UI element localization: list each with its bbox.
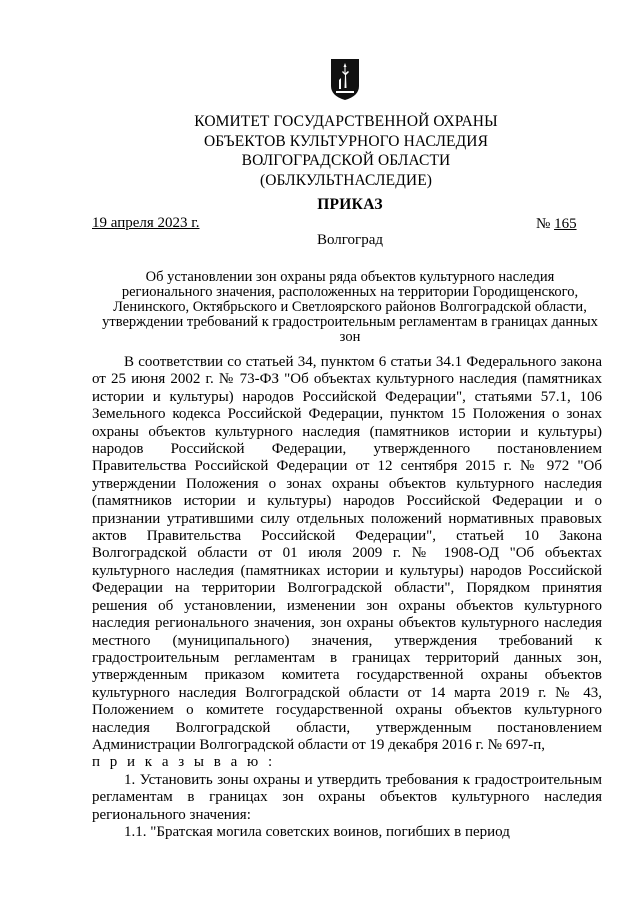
coat-of-arms-icon [330, 58, 360, 101]
order-number [536, 216, 577, 233]
order-subject: Об установлении зон охраны ряда объектов культурного наследия регионального значения, расположенных на территории Городищенского, Ленинского, Октябрьского и Светлоярского районов Волгоградской области, утверждении требований к градостроительным регламентам в границах данных зон [102, 269, 598, 345]
org-line: КОМИТЕТ ГОСУДАРСТВЕННОЙ ОХРАНЫ [194, 113, 498, 130]
org-line: ОБЪЕКТОВ КУЛЬТУРНОГО НАСЛЕДИЯ [203, 132, 489, 150]
organization-name [160, 112, 532, 190]
document-body [92, 354, 602, 841]
item-1-paragraph: 1. Установить зоны охраны и утвердить требования к градостроительным регламентам в границах зон охраны объектов культурного наследия регионального значения: [92, 771, 602, 823]
item-1-1-paragraph: 1.1. "Братская могила советских воинов, погибших в период [124, 823, 510, 840]
preamble-paragraph: В соответствии со статьей 34, пунктом 6 статьи 34.1 Федерального закона от 25 июня 2002 г. № 73-ФЗ "Об объектах культурного наследия (памятниках истории и культуры) народов Российской Федерации", статьями 57.1, 106 Земельного кодекса Российской Федерации, пунктом 15 Положения о зонах охраны объектов культурного наследия (памятников истории и культуры) народов Российской Федерации, утвержденного постановлением Правительства Российской Федерации от 12 сентября 2015 г. № 972 "Об утверждении Положения о зонах охраны объектов культурного наследия (памятников истории и культуры) народов Российской Федерации и о признании утратившими силу отдельных положений нормативных правовых актов Правительства Российской Федерации", статьей 10 Закона Волгоградской области от 01 июля 2009 г. № 1908-ОД "Об объектах культурного наследия (памятниках истории и культуры) народов Российской Федерации на территории Волгоградской области", Порядком принятия решения об установлении, изменении зон охраны объектов культурного наследия регионального значения, зон охраны объектов культурного наследия местного (муниципального) значения, утверждения требований к градостроительным регламентам в границах территорий данных зон, утвержденным приказом комитета государственной охраны объектов культурного наследия Волгоградской области от 14 марта 2019 г. № 43, Положением о комитете государственной охраны объектов культурного наследия Волгоградской области, утвержденным постановлением Администрации Волгоградской области от 19 декабря 2016 г. № 697-п, [92, 354, 602, 753]
directive-word: п р и к а з ы в а ю : [92, 754, 276, 771]
org-line: ВОЛГОГРАДСКОЙ ОБЛАСТИ [241, 152, 451, 169]
order-date: 19 апреля 2023 г. [92, 215, 200, 231]
city: Волгоград [316, 232, 383, 248]
org-line: (ОБЛКУЛЬТНАСЛЕДИЕ) [259, 171, 433, 189]
number-sign: № [536, 216, 551, 232]
number-value: 165 [554, 216, 577, 232]
document-type-title: ПРИКАЗ [317, 196, 383, 213]
